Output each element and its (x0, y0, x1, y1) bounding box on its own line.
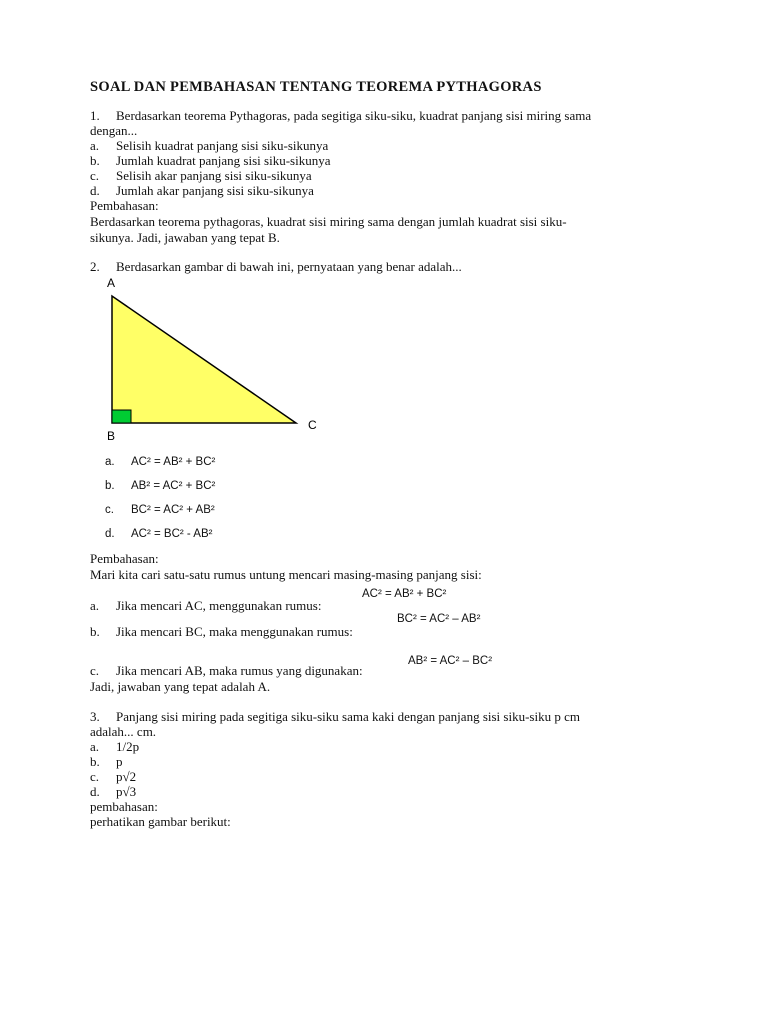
q1-number: 1. (90, 108, 100, 123)
q2-question (90, 259, 462, 274)
q2-pembahasan-label: Pembahasan: (90, 551, 159, 566)
q2-option-b (105, 479, 215, 494)
option-letter: c. (90, 168, 100, 183)
q3-note: perhatikan gambar berikut: (90, 814, 231, 829)
triangle-abc (112, 296, 296, 423)
q2-option-d (105, 527, 212, 542)
option-letter: d. (105, 528, 115, 540)
option-text: BC² = AC² + AB² (131, 504, 215, 516)
vertex-label-c: C (308, 418, 317, 432)
q2-option-a (105, 455, 215, 470)
vertex-label-b: B (107, 429, 116, 443)
option-letter: c. (90, 769, 100, 784)
option-letter: a. (90, 138, 100, 153)
q3-option-b (90, 754, 123, 769)
q2-intro: Mari kita cari satu-satu rumus untung mencari masing-masing panjang sisi: (90, 567, 482, 582)
q2-step-c-formula: AB² = AC² – BC² (408, 655, 493, 667)
q2-conclusion: Jadi, jawaban yang tepat adalah A. (90, 679, 271, 694)
step-text: Jika mencari BC, maka menggunakan rumus: (116, 624, 353, 639)
q1-question (90, 108, 591, 123)
option-text: Jumlah akar panjang sisi siku-sikunya (116, 183, 314, 198)
q1-option-d (90, 183, 314, 198)
q2-step-b (90, 624, 353, 639)
q2-question-text: Berdasarkan gambar di bawah ini, pernyataan yang benar adalah... (116, 259, 462, 274)
q1-pembahasan-label: Pembahasan: (90, 198, 159, 213)
q2-step-a (90, 598, 321, 613)
q1-question-line1: Berdasarkan teorema Pythagoras, pada segitiga siku-siku, kuadrat panjang sisi miring sama (116, 108, 592, 123)
option-text: p (116, 754, 123, 769)
q3-option-d (90, 784, 136, 799)
q3-option-a (90, 739, 139, 754)
q1-question-line2: dengan... (90, 123, 138, 138)
option-letter: a. (105, 456, 115, 468)
option-text: 1/2p (116, 739, 140, 754)
q3-question-line2: adalah... cm. (90, 724, 157, 739)
option-letter: b. (105, 480, 115, 492)
vertex-label-a: A (107, 276, 116, 290)
q3-number: 3. (90, 709, 100, 724)
q2-option-c (105, 503, 215, 518)
option-text: Selisih kuadrat panjang sisi siku-sikunya (116, 138, 329, 153)
q2-step-c (90, 663, 363, 678)
step-text: Jika mencari AC, menggunakan rumus: (116, 598, 322, 613)
q3-question-line1: Panjang sisi miring pada segitiga siku-siku sama kaki dengan panjang sisi siku-siku p cm (116, 709, 580, 724)
step-letter: b. (90, 624, 100, 639)
option-letter: d. (90, 784, 100, 799)
option-text: AC² = AB² + BC² (131, 456, 216, 468)
option-text: p√2 (116, 769, 137, 784)
option-letter: b. (90, 754, 100, 769)
q2-number: 2. (90, 259, 100, 274)
q1-option-c (90, 168, 312, 183)
option-text: p√3 (116, 784, 137, 799)
q1-option-b (90, 153, 330, 168)
option-letter: c. (105, 504, 114, 516)
q1-explanation-line2: sikunya. Jadi, jawaban yang tepat B. (90, 230, 280, 245)
right-angle-marker (112, 410, 131, 423)
option-letter: d. (90, 183, 100, 198)
option-letter: b. (90, 153, 100, 168)
q1-option-a (90, 138, 328, 153)
option-letter: a. (90, 739, 100, 754)
q3-pembahasan-label: pembahasan: (90, 799, 158, 814)
option-text: Jumlah kuadrat panjang sisi siku-sikunya (116, 153, 331, 168)
q3-option-c (90, 769, 136, 784)
option-text: AB² = AC² + BC² (131, 480, 216, 492)
q1-explanation-line1: Berdasarkan teorema pythagoras, kuadrat sisi miring sama dengan jumlah kuadrat sisi siku- (90, 214, 567, 229)
q3-question (90, 709, 580, 724)
step-text: Jika mencari AB, maka rumus yang digunakan: (116, 663, 363, 678)
q2-step-b-formula: BC² = AC² – AB² (397, 613, 481, 625)
option-text: Selisih akar panjang sisi siku-sikunya (116, 168, 312, 183)
page-title: SOAL DAN PEMBAHASAN TENTANG TEOREMA PYTHAGORAS (90, 79, 542, 95)
option-text: AC² = BC² - AB² (131, 528, 213, 540)
step-letter: c. (90, 663, 100, 678)
step-letter: a. (90, 598, 100, 613)
q2-step-a-formula: AC² = AB² + BC² (362, 588, 447, 600)
triangle-figure (100, 276, 340, 446)
